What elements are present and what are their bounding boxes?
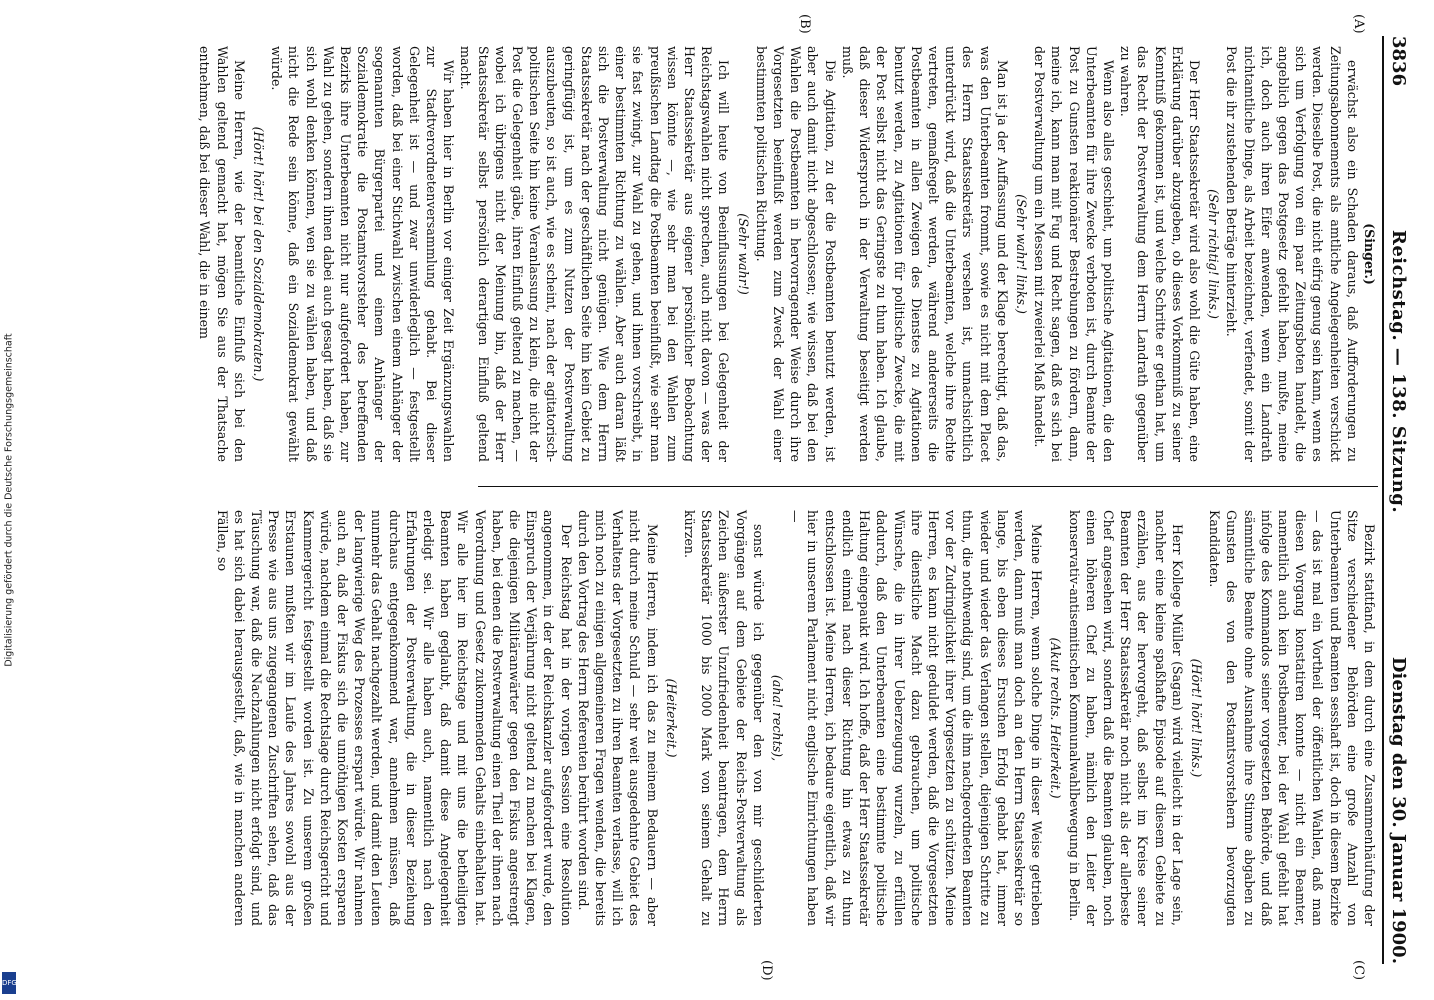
margin-mark-c: (C) bbox=[1351, 960, 1366, 981]
page-header bbox=[1382, 36, 1418, 964]
interjection: (aha! rechts), bbox=[770, 674, 786, 762]
interjection: (Sehr wahr! links.) bbox=[1013, 194, 1029, 314]
text-column-right bbox=[214, 510, 1378, 926]
header-session: Reichstag. — 138. Sitzung. bbox=[1388, 229, 1409, 514]
paragraph: Die Agitation, zu der die Postbeamten benutzt werden, ist aber auch damit nicht abgeschlossen; wie wissen, daß bei den Wahlen die Postbeamten in hervorragender Weise durch ihre Vorgesetzten beeinflußt werden zum Zweck der Wahl einer bestimmten politischen Richtung. bbox=[753, 46, 838, 462]
paragraph: Man ist ja der Auffassung und der Klage berechtigt, daß das, was den Unterbeamten frommt, sowie es nicht mit dem Placet des Herrn Staatssekretärs versehen ist, unnachsichtlich unterdrückt wird, daß die Unterbeamten, welche ihre Rechte vertreten, gemaßregelt werden, während andererseits die Postbeamten in allen Zweigen des Dienstes zu Agitationen benutzt werden, zu Agitationen für politische Zwecke, die mit der Post selbst nicht das Geringste zu thun haben. Ich glaube, daß dieser Widerspruch in der Verwaltung beseitigt werden muß. bbox=[839, 46, 1010, 462]
scanned-page bbox=[18, 0, 1434, 1000]
margin-mark-a: (A) bbox=[1351, 14, 1366, 34]
text-column-left bbox=[197, 46, 1378, 462]
paragraph: erwächst also ein Schaden daraus, daß Aufforderungen zu Zeitungsabonnements als amtliche Angelegenheiten verschickt werden. Dieselbe Post, die nicht eifrig genug sein kann, wenn es sich um Verfolgung von ein paar Zeitungsboten handelt, die angeblich gegen das Postgesetz gefehlt haben, mußte, meine ich, doch auch ihren Eifer anwenden, wenn ein Landrath nichtamtliche Dinge, als Arbeit bezeichnet, verfendet, somit der Post die ihr zustehenden Beträge hinterzieht. bbox=[1224, 46, 1360, 462]
paragraph: sonst würde ich gegenüber den von mir geschilderten Vorgängen auf dem Gebiete der Reichs-Postverwaltung als Zeichen äußerster Unzufriedenheit beantragen, dem Herrn Staatssekretär 1000 bis 2000 Mark von seinem Gehalt zu kürzen. bbox=[682, 510, 766, 926]
paragraph: Meine Herren, indem ich das zu meinem Bedauern — aber nicht durch meine Schuld — sehr weit ausgedehnte Gebiet des Verhaltens der Vorgesetzten zu ihren Beamten verlasse, will ich mich noch zu einigen allgemeineren Fragen wenden, die bereits durch den Vortrag des Herrn Referenten berührt worden sind. bbox=[575, 510, 660, 926]
interjection: (Sehr wahr!) bbox=[735, 213, 751, 295]
paragraph: Der Reichstag hat in der vorigen Session eine Resolution angenommen, in der der Reichskanzler aufgefordert wurde, den Einspruch der Verjährung nicht geltend zu machen bei Klagen, die diejenigen Militäranwärter gegen den Fiskus angestrengt haben, bei denen die Postverwaltung einen Theil der ihnen nach Verordnung und Gesetz zukommenden Gehalts einbehalten hat. Wir alle hier im Reichstage und mit uns die betheiligten Beamten haben geglaubt, daß damit diese Angelegenheit erledigt sei. Wir alle haben auch, namentlich nach den Erfahrungen der Postverwaltung, die in dieser Beziehung durchaus entgegenkommend war, annehmen müssen, daß nunmehr das Gehalt nachgezahlt werden, und damit den Leuten der langwierige Weg des Prozesses erspart würde. Wir nahmen auch an, daß der Fiskus sich die unnöthigen Kosten ersparen würde, nachdem einmal die Rechtslage durch Reichsgericht und Kammergericht festgestellt worden ist. Zu unserem großen Erstaunen mußten wir im Laufe des Jahres sowohl aus der Presse wie aus uns zugegangenen Zuschriften sehen, daß das Täuschung war, daß die Nachzahlungen nicht erfolgt sind, und es hat sich dabei herausgestellt, daß, wie in manchen anderen Fällen, so bbox=[214, 510, 574, 926]
header-date: Dienstag den 30. Januar 1900. bbox=[1388, 656, 1409, 964]
interjection: (Akut rechts. Heiterkeit.) bbox=[1048, 637, 1064, 799]
paragraph: Meine Herren, wie der beamtliche Einfluß sich bei den Wahlen geltend gemacht hat, mögen Sie aus der Thatsache entnehmen, daß bei dieser Wahl, die in einem bbox=[197, 46, 247, 462]
interjection: (Hört! hört! bei den Sozialdemokraten.) bbox=[251, 126, 266, 382]
dfg-logo: DFG bbox=[2, 972, 16, 994]
interjection: (Heiterkeit.) bbox=[663, 678, 679, 758]
paragraph: Herr Kollege Müller (Sagan) wird vielleicht in der Lage sein, nachher eine kleine spaßhafte Episode auf diesem Gebiete zu erzählen, aus der hervorgeht, daß selbst im Kreise seiner Beamten der Herr Staatssekretär noch nicht als der allerbeste Chef angesehen wird, sondern daß die Beamten glauben, noch einen höheren Chef zu haben, nämlich den Leiter der konservativ-antisemitischen Kommunalwahlbewegung in Berlin. bbox=[1066, 510, 1185, 926]
paragraph: Bezirk stattfand, in dem durch eine Zusammenhäufung der Sitze verschiedener Behörden eine große Anzahl von Unterbeamten und Beamten sesshaft ist, doch in diesem Bezirke — das ist mal ein Vortheil der öffentlichen Wahlen, daß man diesen Vorgang konstatiren konnte — nicht ein Beamter, namentlich auch kein Postbeamter, bei der Wahl gefehlt hat infolge des Kommandos seiner vorgesetzten Behörde, und daß sämmtliche Beamte ohne Ausnahme ihre Stimme abgaben zu Gunsten des von den Postamtsvorstehern bevorzugten Kandidaten. bbox=[1207, 510, 1377, 926]
paragraph: Ich will heute von Beeinflussungen bei Gelegenheit der Reichstagswahlen nicht sprechen, auch nicht davon — was der Herr Staatssekretär aus eigener persönlicher Beobachtung wissen könnte —, wie sehr man bei den Wahlen zum preußischen Landtag die Postbeamten beeinflußt, wie sehr man sie fast zwingt, zur Wahl zu gehen, und ihnen vorschreibt, in einer bestimmten Richtung zu wählen. Aber auch daran läßt sich die Postverwaltung nicht genügen. Wie dem Herrn Staatssekretär nach der geschäftlichen Seite hin kein Gebiet zu geringfügig ist, um es zum Nutzen der Postverwaltung auszubeuten, so ist auch, wie es scheint, nach der agitatorisch-politischen Seite hin keine Veranlassung zu klein, die nicht der Post die Gelegenheit gäbe, ihren Einfluß geltend zu machen, — wobei ich übrigens nicht der Meinung bin, daß der Herr Staatssekretär selbst persönlich derartigen Einfluß geltend macht. bbox=[458, 46, 732, 462]
paragraph: Wenn also alles geschieht, um politische Agitationen, die den Unterbeamten für ihre Zwecke verboten ist, durch Beamte der Post zu Gunsten reaktionärer Bestrebungen zu fördern, dann, meine ich, kann man mit Fug und Recht sagen, daß es sich bei der Postverwaltung um ein Messen mit zweierlei Maß handelt. bbox=[1032, 46, 1116, 462]
page-number: 3836 bbox=[1388, 36, 1409, 87]
paragraph: Der Herr Staatssekretär wird also wohl die Güte haben, eine Erklärung darüber abzugeben, ob dieses Vorkommniß zu seiner Kenntniß gekommen ist, und welche Schritte er gethan hat, um das Recht der Postverwaltung dem Herrn Landrath gegenüber zu wahren. bbox=[1118, 46, 1202, 462]
paragraph: Meine Herren, wenn solche Dinge in dieser Weise getrieben werden, dann muß man doch an den Herrn Staatssekretär so lange, bis eben dieses Ersuchen Erfolg gehabt hat, immer wieder und wieder das Verlangen stellen, diejenigen Schritte zu thun, die nothwendig sind, um die ihm nachgeordneten Beamten vor der Zudringlichkeit ihrer Vorgesetzten zu schützen. Meine Herren, es kann nicht geduldet werden, daß die Vorgesetzten ihre dienstliche Macht dazu gebrauchen, um politische Wünsche, die in ihrer Ueberzeugung wurzeln, zu erfüllen dadurch, daß den Unterbeamten eine bestimmte politische Haltung eingepaukt wird. Ich hoffe, daß der Herr Staatssekretär endlich einmal nach dieser Richtung hin etwas zu thun entschlossen ist. Meine Herren, ich bedaure eigentlich, daß wir hier in unserem Parlament nicht englische Einrichtungen haben — bbox=[788, 510, 1045, 926]
interjection: (Hört! hört! links.) bbox=[1188, 658, 1204, 778]
speaker-name: (Singer.) bbox=[1362, 223, 1377, 285]
dfg-credit: Digitalisierung gefördert durch die Deutsche Forschungsgemeinschaft bbox=[3, 333, 15, 667]
interjection: (Sehr richtig! links.) bbox=[1206, 189, 1222, 319]
margin-mark-b: (B) bbox=[797, 14, 812, 34]
margin-mark-d: (D) bbox=[759, 960, 774, 981]
side-strip bbox=[0, 0, 18, 1000]
paragraph: Wir haben hier in Berlin vor einiger Zeit Ergänzungswahlen zur Stadtverordnetenversammlung gehabt. Bei dieser Gelegenheit ist — und zwar unwiderleglich — festgestellt worden, daß bei einer Stichwahl zwischen einem Anhänger der sogenannten Bürgerpartei und einem Anhänger der Sozialdemokratie die Postamtsvorsteher des betreffenden Bezirks ihre Unterbeamten nicht nur aufgefordert haben, zur Wahl zu gehen, sondern ihnen dabei auch gesagt haben, daß sie sich wohl denken können, wen sie zu wählen haben, und daß nicht die Rede sein könne, daß ein Sozialdemokrat gewählt würde. bbox=[269, 46, 457, 462]
column-divider bbox=[478, 486, 1378, 487]
